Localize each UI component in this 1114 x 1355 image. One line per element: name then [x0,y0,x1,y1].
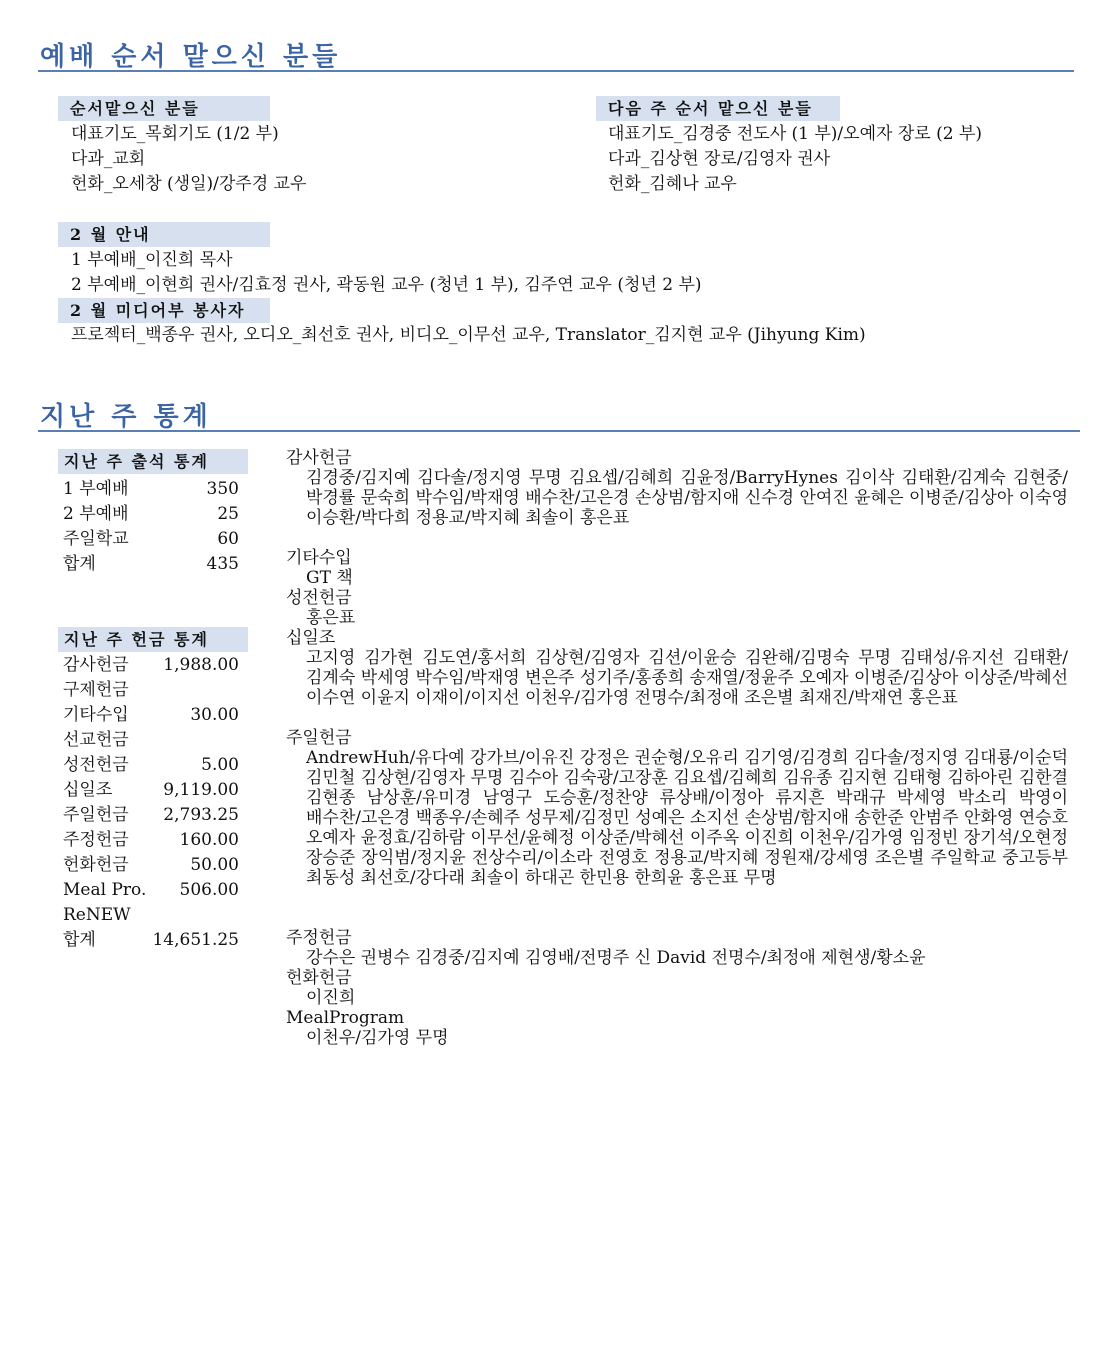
attendance-value: 350 [206,479,239,499]
next-role-flowers: 헌화_김혜나 교우 [608,174,737,194]
offering-value: 30.00 [190,705,239,725]
donor-category: 십일조 [286,628,336,648]
offering-row [63,928,239,953]
offering-value: 9,119.00 [163,780,239,800]
attendance-row [63,477,239,502]
offering-label: Meal Pro. [63,880,147,900]
donor-category: 감사헌금 [286,448,352,468]
donor-names: 이천우/김가영 무명 [306,1028,449,1048]
offering-value: 1,988.00 [163,655,239,675]
offering-label: 선교헌금 [63,730,129,750]
offering-value: 5.00 [201,755,239,775]
next-role-refreshments: 다과_김상현 장로/김영자 권사 [608,149,831,169]
donor-names: 강수은 권병수 김경중/김지예 김영배/전명주 신 David 전명수/최정애 제현생/황소윤 [306,948,926,968]
label-current-roles: 순서맡으신 분들 [58,96,270,121]
donor-category: 주일헌금 [286,728,352,748]
label-feb-media: 2 월 미디어부 봉사자 [58,298,270,323]
offering-value: 160.00 [179,830,239,850]
donor-names: 김경중/김지예 김다솔/정지영 무명 김요셉/김혜희 김윤정/BarryHynes 김이삭 김태환/김계숙 김현중/박경률 문숙희 박수임/박재영 배수찬/고은경 손상범/함지애 신수경 안여진 윤혜은 이병준/김상아 이숙영 이승환/박다희 정용교/박지혜 최솔이 홍은표 [306,468,1068,528]
offering-value: 14,651.25 [152,930,239,950]
attendance-row [63,527,239,552]
donor-category: MealProgram [286,1008,405,1028]
offering-row [63,803,239,828]
offering-label: ReNEW [63,905,131,925]
current-role-prayer: 대표기도_목회기도 (1/2 부) [71,124,279,144]
donor-category: 기타수입 [286,548,352,568]
donor-names: 이진희 [306,988,356,1008]
attendance-row [63,552,239,577]
offering-row [63,853,239,878]
donor-category: 성전헌금 [286,588,352,608]
offering-value: 2,793.25 [163,805,239,825]
offering-row [63,878,239,903]
offering-value: 506.00 [179,880,239,900]
donor-names: GT 책 [306,568,353,588]
current-role-flowers: 헌화_오세창 (생일)/강주경 교우 [71,174,307,194]
offering-label: 구제헌금 [63,680,129,700]
offering-label: 주정헌금 [63,830,129,850]
offering-label: 주일헌금 [63,805,129,825]
label-offering: 지난 주 헌금 통계 [58,627,248,652]
attendance-label: 주일학교 [63,529,129,549]
section-divider [38,430,1080,432]
attendance-value: 60 [217,529,239,549]
feb-guide-first-service: 1 부예배_이진희 목사 [71,250,233,270]
label-next-roles: 다음 주 순서 맡으신 분들 [596,96,840,121]
offering-row [63,678,239,703]
offering-row [63,903,239,928]
feb-guide-second-service: 2 부예배_이현희 권사/김효정 권사, 곽동원 교우 (청년 1 부), 김주연 교우 (청년 2 부) [71,275,702,295]
next-role-prayer: 대표기도_김경중 전도사 (1 부)/오예자 장로 (2 부) [608,124,982,144]
offering-label: 합계 [63,930,96,950]
attendance-value: 435 [206,554,239,574]
label-feb-guide: 2 월 안내 [58,222,270,247]
feb-media-volunteers: 프로젝터_백종우 권사, 오디오_최선호 권사, 비디오_이무선 교우, Translator_김지현 교우 (Jihyung Kim) [71,325,866,345]
offering-label: 감사헌금 [63,655,129,675]
offering-row [63,703,239,728]
donor-names: 홍은표 [306,608,356,628]
donor-names: AndrewHuh/유다예 강가브/이유진 강정은 권순형/오유리 김기영/김경희 김다솔/정지영 김대룡/이순덕 김민철 김상현/김영자 무명 김수아 김숙광/고장훈 김요셉/김혜희 김유종 김지현 김태형 김하아린 김한결 김현종 남상훈/유미경 남영구 도승훈/정찬양 류상배/이정아 류지흔 박래규 박세영 박소리 박영이 배수찬/고은경 백종우/손혜주 성무제/김정민 성예은 소지선 손상범/함지애 송한준 안범주 안화영 연승호 오예자 윤정효/김하람 이무선/윤혜정 이상준/박혜선 이주옥 이진희 이천우/김가영 임정빈 장기석/오현정 장승준 장익범/정지윤 전상수리/이소라 전영호 정용교/박지혜 정원재/강세영 조은별 주일학교 중고등부 최동성 최선호/강다래 최솔이 하대곤 한민용 한희윤 홍은표 무명 [306,748,1068,888]
section-title-last-week-stats: 지난 주 통계 [40,402,212,432]
offering-label: 헌화헌금 [63,855,129,875]
attendance-label: 합계 [63,554,96,574]
attendance-label: 1 부예배 [63,479,129,499]
donor-category: 헌화헌금 [286,968,352,988]
donor-category: 주정헌금 [286,928,352,948]
offering-value: 50.00 [190,855,239,875]
offering-row [63,653,239,678]
attendance-row [63,502,239,527]
current-role-refreshments: 다과_교회 [71,149,146,169]
offering-row [63,778,239,803]
section-divider [38,70,1074,72]
attendance-label: 2 부예배 [63,504,129,524]
offering-row [63,728,239,753]
offering-label: 기타수입 [63,705,129,725]
offering-row [63,828,239,853]
attendance-value: 25 [217,504,239,524]
offering-label: 십일조 [63,780,113,800]
section-title-service-roles: 예배 순서 맡으신 분들 [40,42,342,72]
offering-row [63,753,239,778]
donor-names: 고지영 김가현 김도연/홍서희 김상현/김영자 김션/이윤승 김완해/김명숙 무명 김태성/유지선 김태환/김계숙 박세영 박수임/박재영 변은주 성기주/홍종희 송재열/정윤주 오예자 이병준/김상아 이상준/박혜선 이수연 이윤지 이재이/이지선 이천우/김가영 전명수/최정애 조은별 최재진/박재연 홍은표 [306,648,1068,708]
label-attendance: 지난 주 출석 통계 [58,449,248,474]
offering-label: 성전헌금 [63,755,129,775]
